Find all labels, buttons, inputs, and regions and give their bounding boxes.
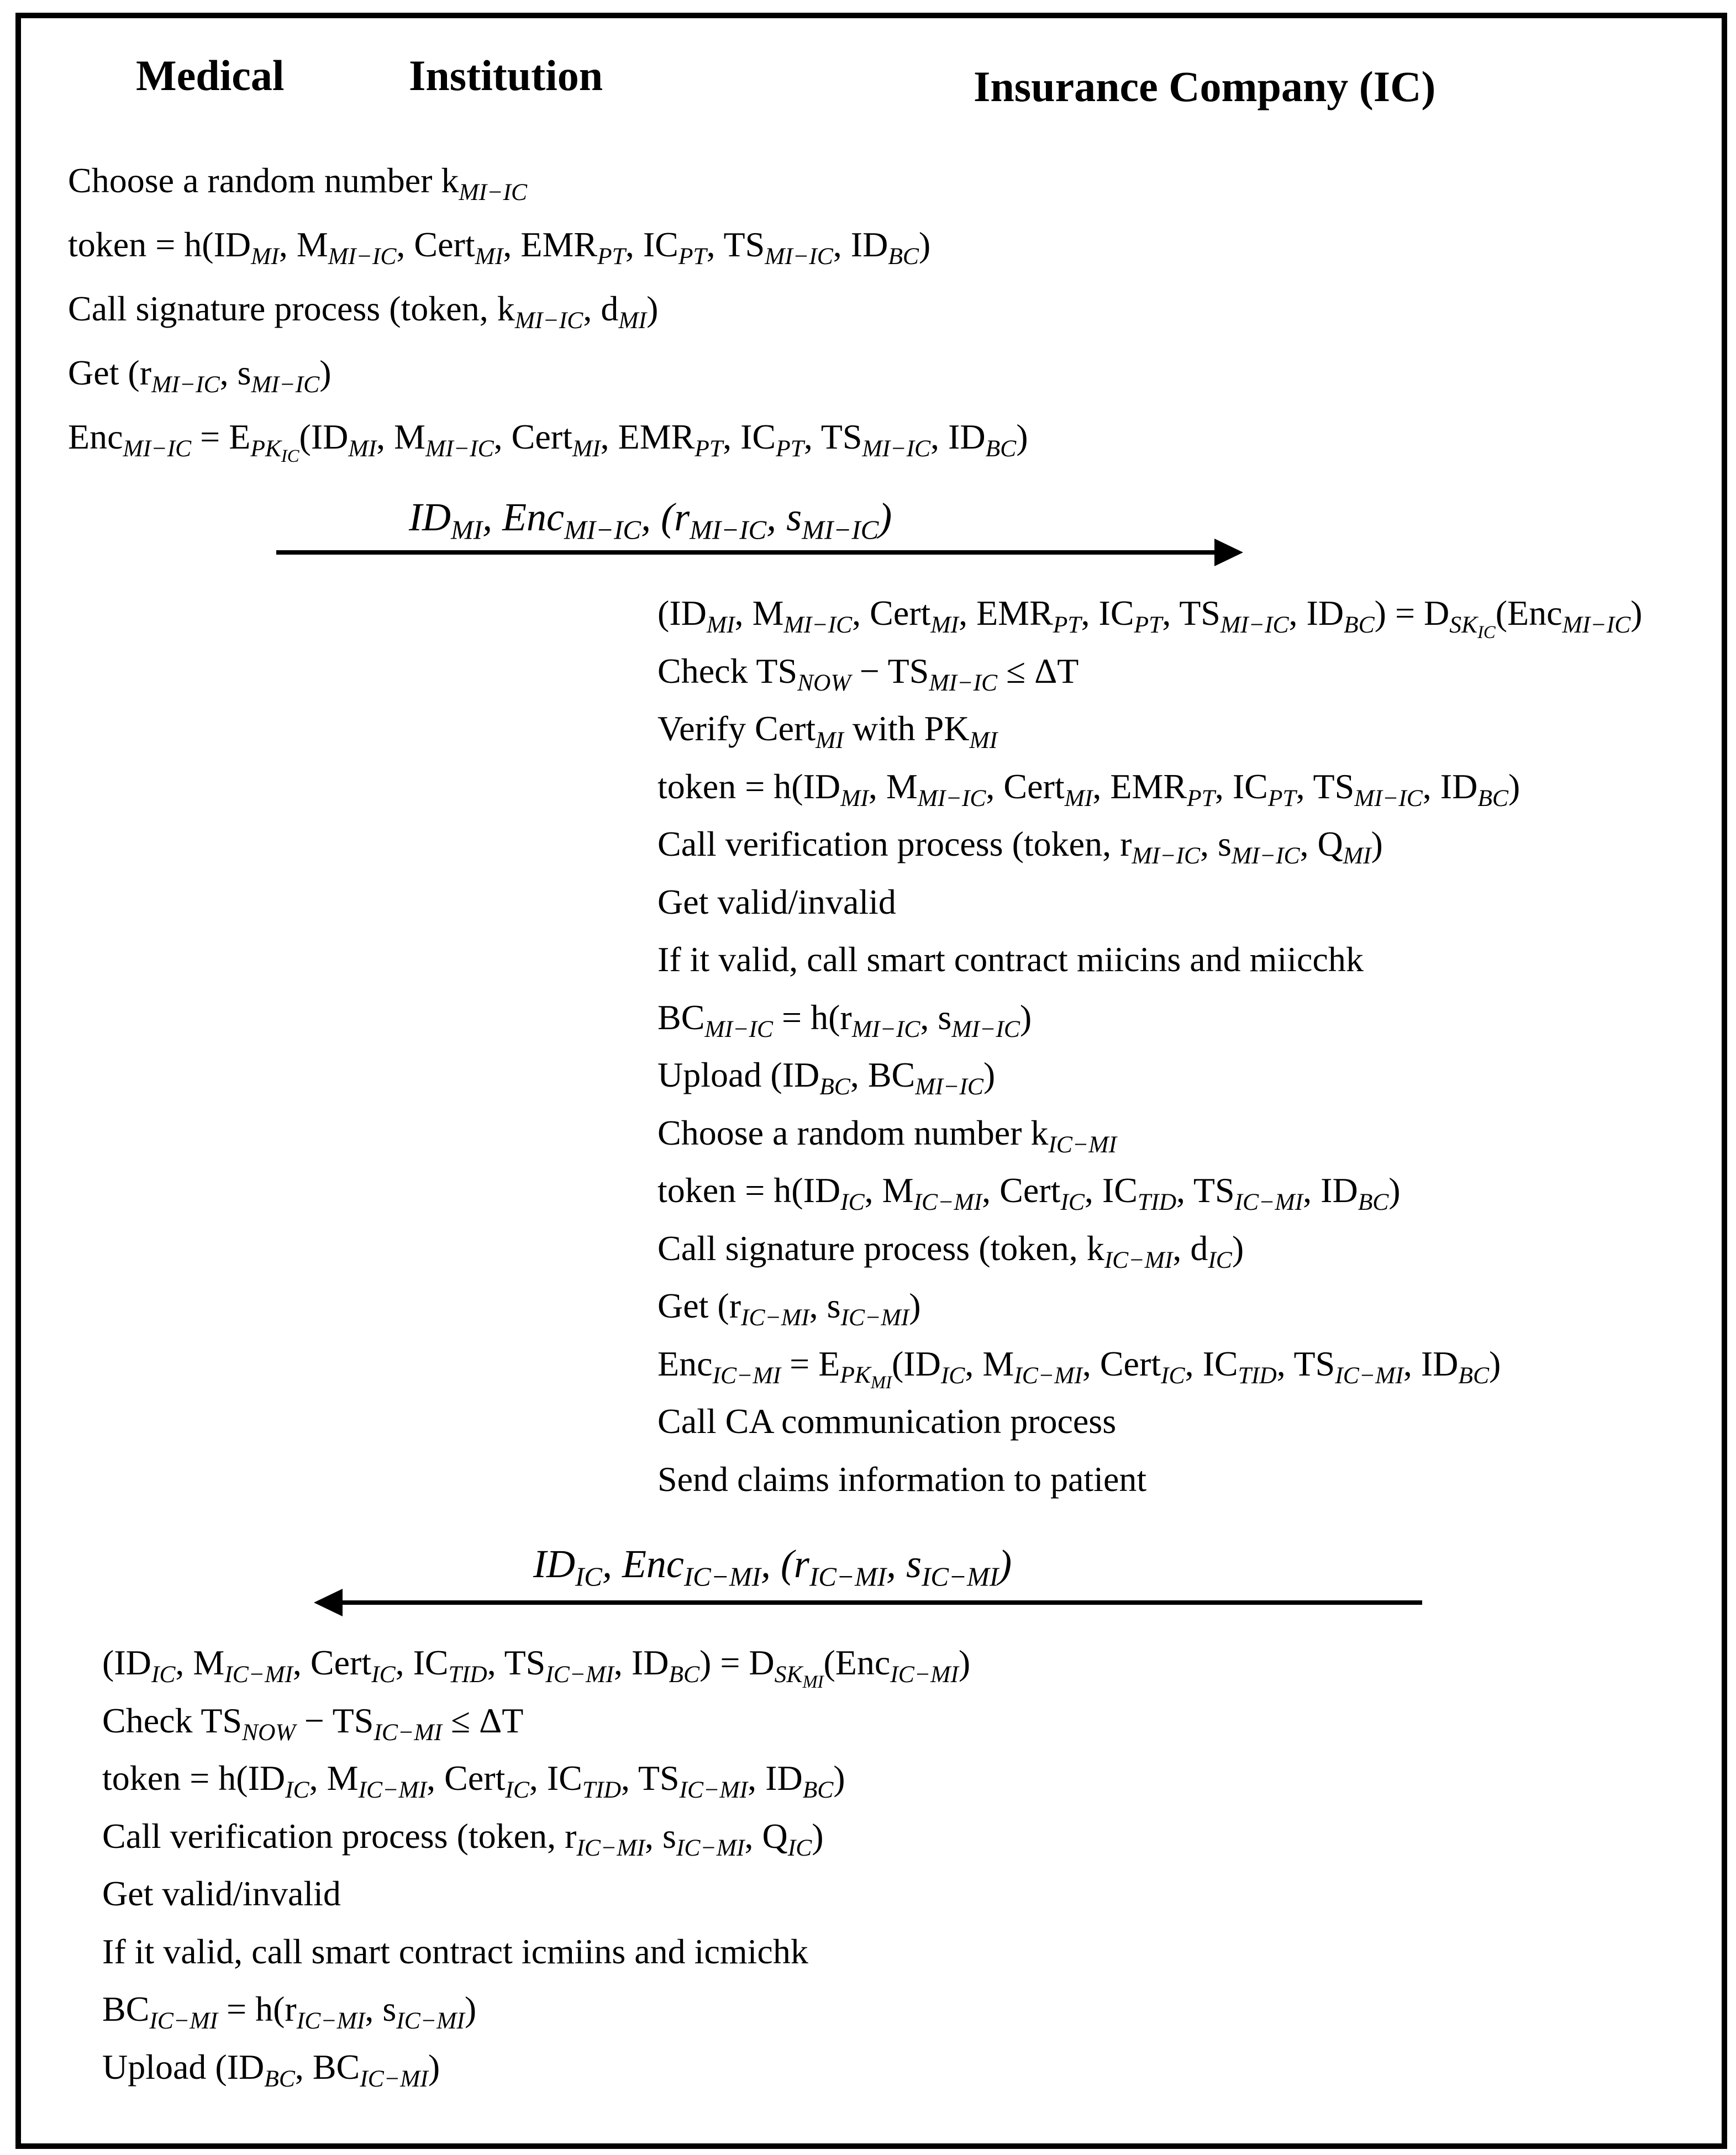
ic-step: Call verification process (token, $r_{MI-IC}$, $s_{MI-IC}$, $Q_{MI}$) [657, 824, 1383, 869]
mi-final-step: Get valid/invalid [102, 1874, 341, 1913]
ic-step: Call CA communication process [657, 1401, 1117, 1441]
header-institution: Institution [409, 51, 603, 99]
mi-final-step: token = $h(ID_{IC}$, $M_{IC-MI}$, Cert$_{IC}$, $IC_{TID}$, $TS_{IC-MI}$, $ID_{BC}$) [102, 1758, 845, 1803]
ic-step: Check $TS_{NOW} - TS_{MI-IC} \le \Delta T$ [657, 651, 1079, 696]
mi-final-step: Call verification process (token, $r_{IC-MI}$, $s_{IC-MI}$, $Q_{IC}$) [102, 1816, 824, 1861]
ic-step: Call signature process (token, $k_{IC-MI}$, $d_{IC}$) [657, 1228, 1244, 1273]
ic-step: Verify Cert$_{MI}$ with $PK_{MI}$ [657, 709, 998, 754]
mi-final-step: If it valid, call smart contract icmiins and icmichk [102, 1931, 808, 1971]
ic-step: Get ($r_{IC-MI}$, $s_{IC-MI}$) [657, 1286, 921, 1331]
ic-step: $BC_{MI-IC} = h(r_{MI-IC}$, $s_{MI-IC}$) [657, 997, 1032, 1042]
ic-step: If it valid, call smart contract miicins and miicchk [657, 940, 1364, 979]
mi-step: $Enc_{MI-IC} = E_{PK_{IC}}(ID_{MI}$, $M_{MI-IC}$, Cert$_{MI}$, $EMR_{PT}$, $IC_{PT}$, $TS_{MI-IC}$, $ID_{BC}$) [68, 417, 1028, 466]
mi-step: token = $h(ID_{MI}$, $M_{MI-IC}$, Cert$_{MI}$, $EMR_{PT}$, $IC_{PT}$, $TS_{MI-IC}$, $ID_{BC}$) [68, 225, 931, 270]
ic-step: token = $h(ID_{IC}$, $M_{IC-MI}$, Cert$_{IC}$, $IC_{TID}$, $TS_{IC-MI}$, $ID_{BC}$) [657, 1171, 1401, 1215]
mi-final-step: Upload ($ID_{BC}$, $BC_{IC-MI}$) [102, 2047, 440, 2092]
mi-step: Get ($r_{MI-IC}$, $s_{MI-IC}$) [68, 353, 332, 398]
header-medical: Medical [136, 51, 285, 99]
mi-step: Call signature process (token, $k_{MI-IC}$, $d_{MI}$) [68, 289, 659, 334]
ic-step: ($ID_{MI}$, $M_{MI-IC}$, Cert$_{MI}$, $EMR_{PT}$, $IC_{PT}$, $TS_{MI-IC}$, $ID_{BC}) = D_{SK_{IC}}(Enc_{MI-IC})$ [657, 593, 1643, 642]
arrow-left-icon [314, 1589, 1422, 1616]
message-ic-to-mi-label: $ID_{IC}$, Enc$_{IC-MI}$, ($r_{IC-MI}$, $s_{IC-MI}$) [533, 1542, 1012, 1592]
mi-final-step: ($ID_{IC}$, $M_{IC-MI}$, Cert$_{IC}$, $IC_{TID}$, $TS_{IC-MI}$, $ID_{BC}) = D_{SK_{MI}}(Enc_{IC-MI})$ [102, 1643, 971, 1692]
arrow-right-icon [276, 539, 1243, 566]
ic-step: $Enc_{IC-MI} = E_{PK_{MI}}(ID_{IC}$, $M_{IC-MI}$, Cert$_{IC}$, $IC_{TID}$, $TS_{IC-MI}$, $ID_{BC}$) [657, 1343, 1501, 1393]
ic-step: Choose a random number $k_{IC-MI}$ [657, 1113, 1117, 1158]
mi-final-step: Check $TS_{NOW} - TS_{IC-MI} \le \Delta T$ [102, 1700, 524, 1746]
ic-step: Get valid/invalid [657, 882, 896, 921]
header-insurance-company: Insurance Company (IC) [974, 62, 1436, 110]
message-mi-to-ic-label: $ID_{MI}$, Enc$_{MI-IC}$, ($r_{MI-IC}$, $s_{MI-IC}$) [409, 495, 892, 545]
mi-step: Choose a random number $k_{MI-IC}$ [68, 161, 528, 206]
ic-step: Send claims information to patient [657, 1459, 1147, 1499]
ic-step: token = $h(ID_{MI}$, $M_{MI-IC}$, Cert$_{MI}$, $EMR_{PT}$, $IC_{PT}$, $TS_{MI-IC}$, $ID_{BC}$) [657, 766, 1521, 812]
ic-step: Upload ($ID_{BC}$, $BC_{MI-IC}$) [657, 1055, 996, 1100]
mi-final-step: $BC_{IC-MI} = h(r_{IC-MI}$, $s_{IC-MI}$) [102, 1989, 477, 2034]
